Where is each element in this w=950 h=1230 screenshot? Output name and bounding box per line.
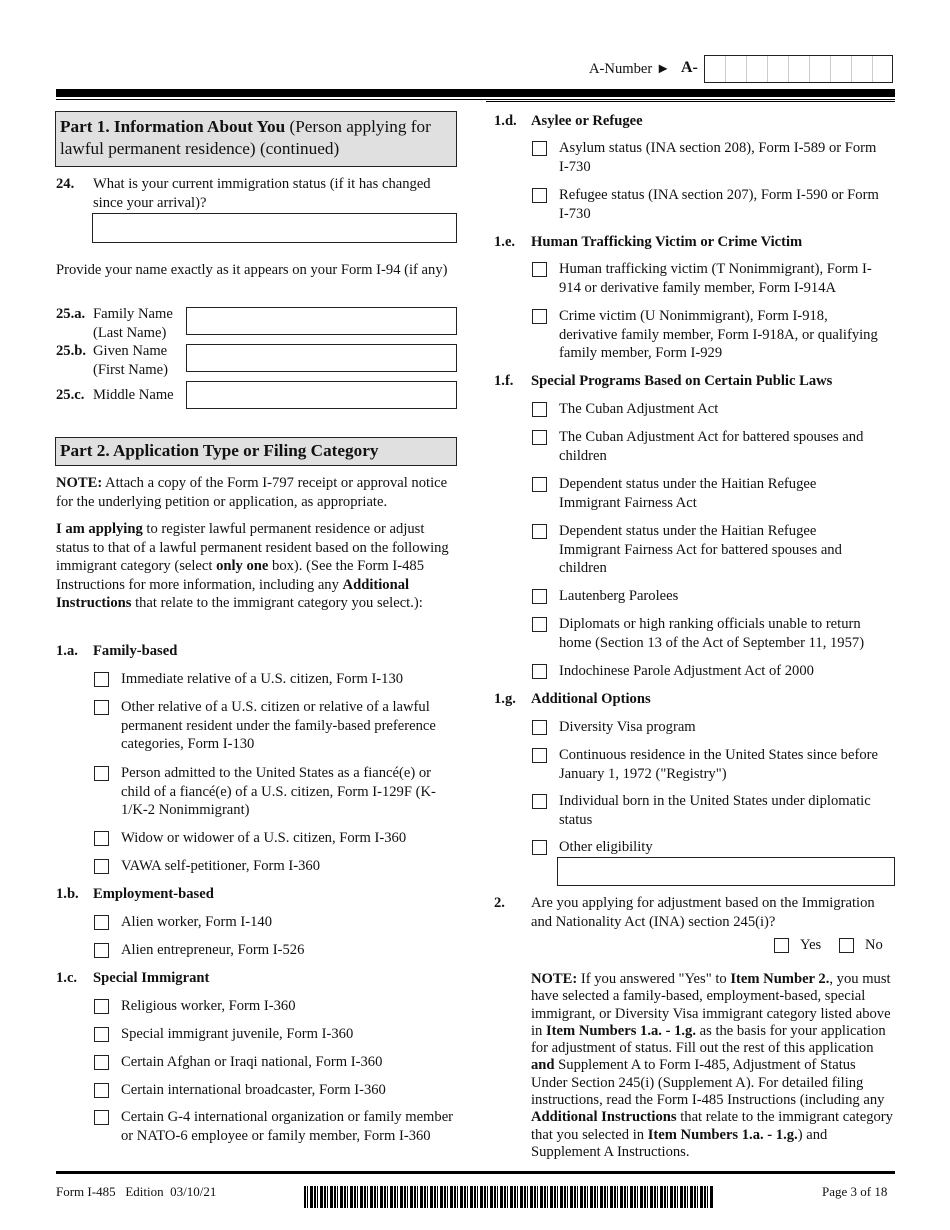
part2-note (56, 474, 456, 511)
header-rule-thin (56, 99, 895, 100)
q25b-line1: Given Name (93, 343, 168, 359)
opt-1f-2: Dependent status under the Haitian Refugee Immigrant Fairness Act (559, 476, 817, 511)
cb-1c-4[interactable] (94, 1110, 109, 1125)
a-number-prefix: A- (681, 59, 698, 76)
opt-1a-2: Person admitted to the United States as a fiancé(e) or child of a fiancé(e) of a U.S. citizen, Form I-129F (K-1/K-2 Nonimmigrant) (121, 765, 436, 818)
cb-1b-0[interactable] (94, 915, 109, 930)
opt-1f-0: The Cuban Adjustment Act (559, 401, 719, 417)
footer-form-id: Form I-485 Edition 03/10/21 (56, 1184, 217, 1199)
cb-1a-3[interactable] (94, 831, 109, 846)
part1-title (60, 116, 452, 160)
q2-note-b4: Additional Instructions (531, 1109, 677, 1126)
q2-note-t5: that relate to the immigrant category that you selected in (531, 1109, 893, 1143)
cb-1c-2[interactable] (94, 1055, 109, 1070)
q25a-label (93, 305, 173, 342)
opt-1e-0: Human trafficking victim (T Nonimmigrant), Form I-914 or derivative family member, Form I-914A (559, 261, 872, 296)
i94-intro: Provide your name exactly as it appears on your Form I-94 (if any) (56, 262, 448, 278)
opt-1c-2: Certain Afghan or Iraqi national, Form I-360 (121, 1054, 383, 1070)
q24-number: 24. (56, 176, 75, 192)
cb-1c-3[interactable] (94, 1083, 109, 1098)
cb-1d-0[interactable] (532, 141, 547, 156)
cat-1g-number: 1.g. (494, 691, 516, 707)
opt-1e-1: Crime victim (U Nonimmigrant), Form I-918, derivative family member, Form I-918A, or qualifying family member, Form I-929 (559, 308, 878, 361)
cat-1d-number: 1.d. (494, 113, 517, 129)
opt-1d-1: Refugee status (INA section 207), Form I-590 or Form I-730 (559, 187, 879, 222)
a-number-field[interactable] (704, 55, 893, 83)
opt-1g-0: Diversity Visa program (559, 719, 696, 735)
q2-no-checkbox[interactable] (839, 938, 854, 953)
q2-note-t1: If you answered "Yes" to (577, 971, 731, 987)
q2-no-label: No (865, 937, 883, 953)
applying-text-2: box). (See the Form I-485 Instructions for more information, including any (56, 558, 425, 593)
cat-1c-title: Special Immigrant (93, 970, 210, 986)
header-rule (56, 89, 895, 97)
q2-text: Are you applying for adjustment based on the Immigration and Nationality Act (INA) section 245(i)? (531, 895, 875, 930)
cb-1a-2[interactable] (94, 766, 109, 781)
q25a-line2: (Last Name) (93, 324, 167, 341)
cb-1f-2[interactable] (532, 477, 547, 492)
cb-1c-1[interactable] (94, 1027, 109, 1042)
opt-1b-1: Alien entrepreneur, Form I-526 (121, 942, 305, 958)
applying-additional: Additional Instructions (56, 576, 410, 611)
cat-1b-title: Employment-based (93, 886, 214, 902)
opt-1a-0: Immediate relative of a U.S. citizen, Form I-130 (121, 671, 404, 687)
family-name-input[interactable] (186, 307, 457, 335)
footer-page: Page 3 of 18 (822, 1184, 888, 1199)
opt-1g-1: Continuous residence in the United States since before January 1, 1972 ("Registry") (559, 747, 878, 782)
q24-text: What is your current immigration status (if it has changed since your arrival)? (93, 176, 431, 211)
current-immigration-status-input[interactable] (92, 213, 457, 243)
cb-1f-4[interactable] (532, 589, 547, 604)
opt-1a-3: Widow or widower of a U.S. citizen, Form I-360 (121, 830, 407, 846)
part1-title-normal: (Person applying for lawful permanent residence) (continued) (60, 117, 431, 158)
footer-rule (56, 1171, 895, 1174)
q2-note-b1: Item Number 2. (730, 971, 830, 987)
barcode (304, 1186, 713, 1208)
opt-1g-2: Individual born in the United States under diplomatic status (559, 793, 871, 828)
q25a-number: 25.a. (56, 306, 86, 322)
q25a-line1: Family Name (93, 306, 173, 322)
q25b-number: 25.b. (56, 343, 87, 359)
q2-note-b2: Item Numbers 1.a. - 1.g. (546, 1022, 696, 1039)
opt-1d-0: Asylum status (INA section 208), Form I-589 or Form I-730 (559, 140, 877, 175)
cat-1g-title: Additional Options (531, 691, 651, 707)
cb-1g-2[interactable] (532, 794, 547, 809)
opt-1a-1: Other relative of a U.S. citizen or relative of a lawful permanent resident under the family-based preference categories, Form I-130 (121, 699, 436, 752)
cb-1g-1[interactable] (532, 748, 547, 763)
q2-yes-label: Yes (800, 937, 822, 953)
opt-1c-4: Certain G-4 international organization or family member or NATO-6 employee or family member, Form I-360 (121, 1109, 454, 1144)
cat-1b-number: 1.b. (56, 886, 79, 902)
other-eligibility-input[interactable] (557, 857, 895, 886)
cat-1a-title: Family-based (93, 643, 178, 659)
cb-1a-1[interactable] (94, 700, 109, 715)
q2-note-t3: as the basis for your application for adjustment of status. Fill out the rest of this application (531, 1022, 886, 1057)
cat-1e-number: 1.e. (494, 234, 516, 250)
opt-1f-1: The Cuban Adjustment Act for battered spouses and children (559, 429, 864, 464)
cat-1e-title: Human Trafficking Victim or Crime Victim (531, 234, 803, 250)
opt-1c-3: Certain international broadcaster, Form I-360 (121, 1082, 386, 1098)
cb-1a-4[interactable] (94, 859, 109, 874)
opt-1f-6: Indochinese Parole Adjustment Act of 2000 (559, 663, 814, 679)
column-rule (486, 101, 895, 102)
cb-1g-0[interactable] (532, 720, 547, 735)
part2-title: Part 2. Application Type or Filing Category (60, 441, 379, 460)
a-number-label: A-Number ► (589, 61, 671, 77)
cat-1c-number: 1.c. (56, 970, 78, 986)
applying-only-one: only one (216, 558, 269, 574)
opt-1a-4: VAWA self-petitioner, Form I-360 (121, 858, 321, 874)
part1-title-bold: Part 1. Information About You (60, 117, 286, 136)
applying-bold: I am applying (56, 521, 143, 537)
cb-1f-3[interactable] (532, 524, 547, 539)
cb-1f-0[interactable] (532, 402, 547, 417)
middle-name-input[interactable] (186, 381, 457, 409)
cat-1f-number: 1.f. (494, 373, 514, 389)
part2-note-text: Attach a copy of the Form I-797 receipt or approval notice for the underlying petition or application, as appropriate. (56, 475, 448, 510)
q25b-line2: (First Name) (93, 361, 168, 378)
cat-1a-number: 1.a. (56, 643, 78, 659)
opt-1g-3: Other eligibility (559, 839, 653, 855)
opt-1f-4: Lautenberg Parolees (559, 588, 679, 604)
cat-1d-title: Asylee or Refugee (531, 113, 643, 129)
opt-1c-1: Special immigrant juvenile, Form I-360 (121, 1026, 354, 1042)
q2-note-b5: Item Numbers 1.a. - 1.g. (647, 1126, 798, 1143)
cb-1d-1[interactable] (532, 188, 547, 203)
applying-text-1: to register lawful permanent residence or adjust status to that of a lawful permanent resident based on the following immigrant category (select (56, 521, 449, 574)
cb-1g-3[interactable] (532, 840, 547, 855)
q2-note (531, 971, 893, 1161)
applying-paragraph (56, 520, 456, 613)
q2-number: 2. (494, 895, 505, 911)
cb-1c-0[interactable] (94, 999, 109, 1014)
cb-1e-1[interactable] (532, 309, 547, 324)
cb-1f-1[interactable] (532, 430, 547, 445)
cb-1e-0[interactable] (532, 262, 547, 277)
cb-1f-5[interactable] (532, 617, 547, 632)
q2-yes-checkbox[interactable] (774, 938, 789, 953)
q2-note-t2: , you must have selected a family-based, employment-based, special immigrant, or Diversity Visa immigrant category listed above in (531, 971, 891, 1039)
applying-text-3: that relate to the immigrant category you select.): (131, 595, 423, 611)
cb-1f-6[interactable] (532, 664, 547, 679)
opt-1c-0: Religious worker, Form I-360 (121, 998, 296, 1014)
cb-1b-1[interactable] (94, 943, 109, 958)
part2-note-bold: NOTE: (56, 475, 103, 491)
given-name-input[interactable] (186, 344, 457, 372)
q25c-number: 25.c. (56, 387, 85, 403)
q2-note-bold: NOTE: (531, 971, 578, 987)
q2-note-t4: Supplement A to Form I-485, Adjustment of Status Under Section 245(i) (Supplement A). For detailed filing instructions, read the Form I-485 Instructions (including any (531, 1057, 885, 1109)
q2-note-b3: and (531, 1057, 555, 1074)
opt-1f-3: Dependent status under the Haitian Refugee Immigrant Fairness Act for battered spouses and children (559, 523, 842, 576)
cat-1f-title: Special Programs Based on Certain Public Laws (531, 373, 833, 389)
cb-1a-0[interactable] (94, 672, 109, 687)
q2-note-t6: ) and Supplement A Instructions. (531, 1126, 828, 1160)
q25b-label (93, 342, 168, 379)
opt-1f-5: Diplomats or high ranking officials unable to return home (Section 13 of the Act of September 11, 1957) (559, 616, 865, 651)
opt-1b-0: Alien worker, Form I-140 (121, 914, 272, 930)
q25c-label: Middle Name (93, 387, 174, 403)
